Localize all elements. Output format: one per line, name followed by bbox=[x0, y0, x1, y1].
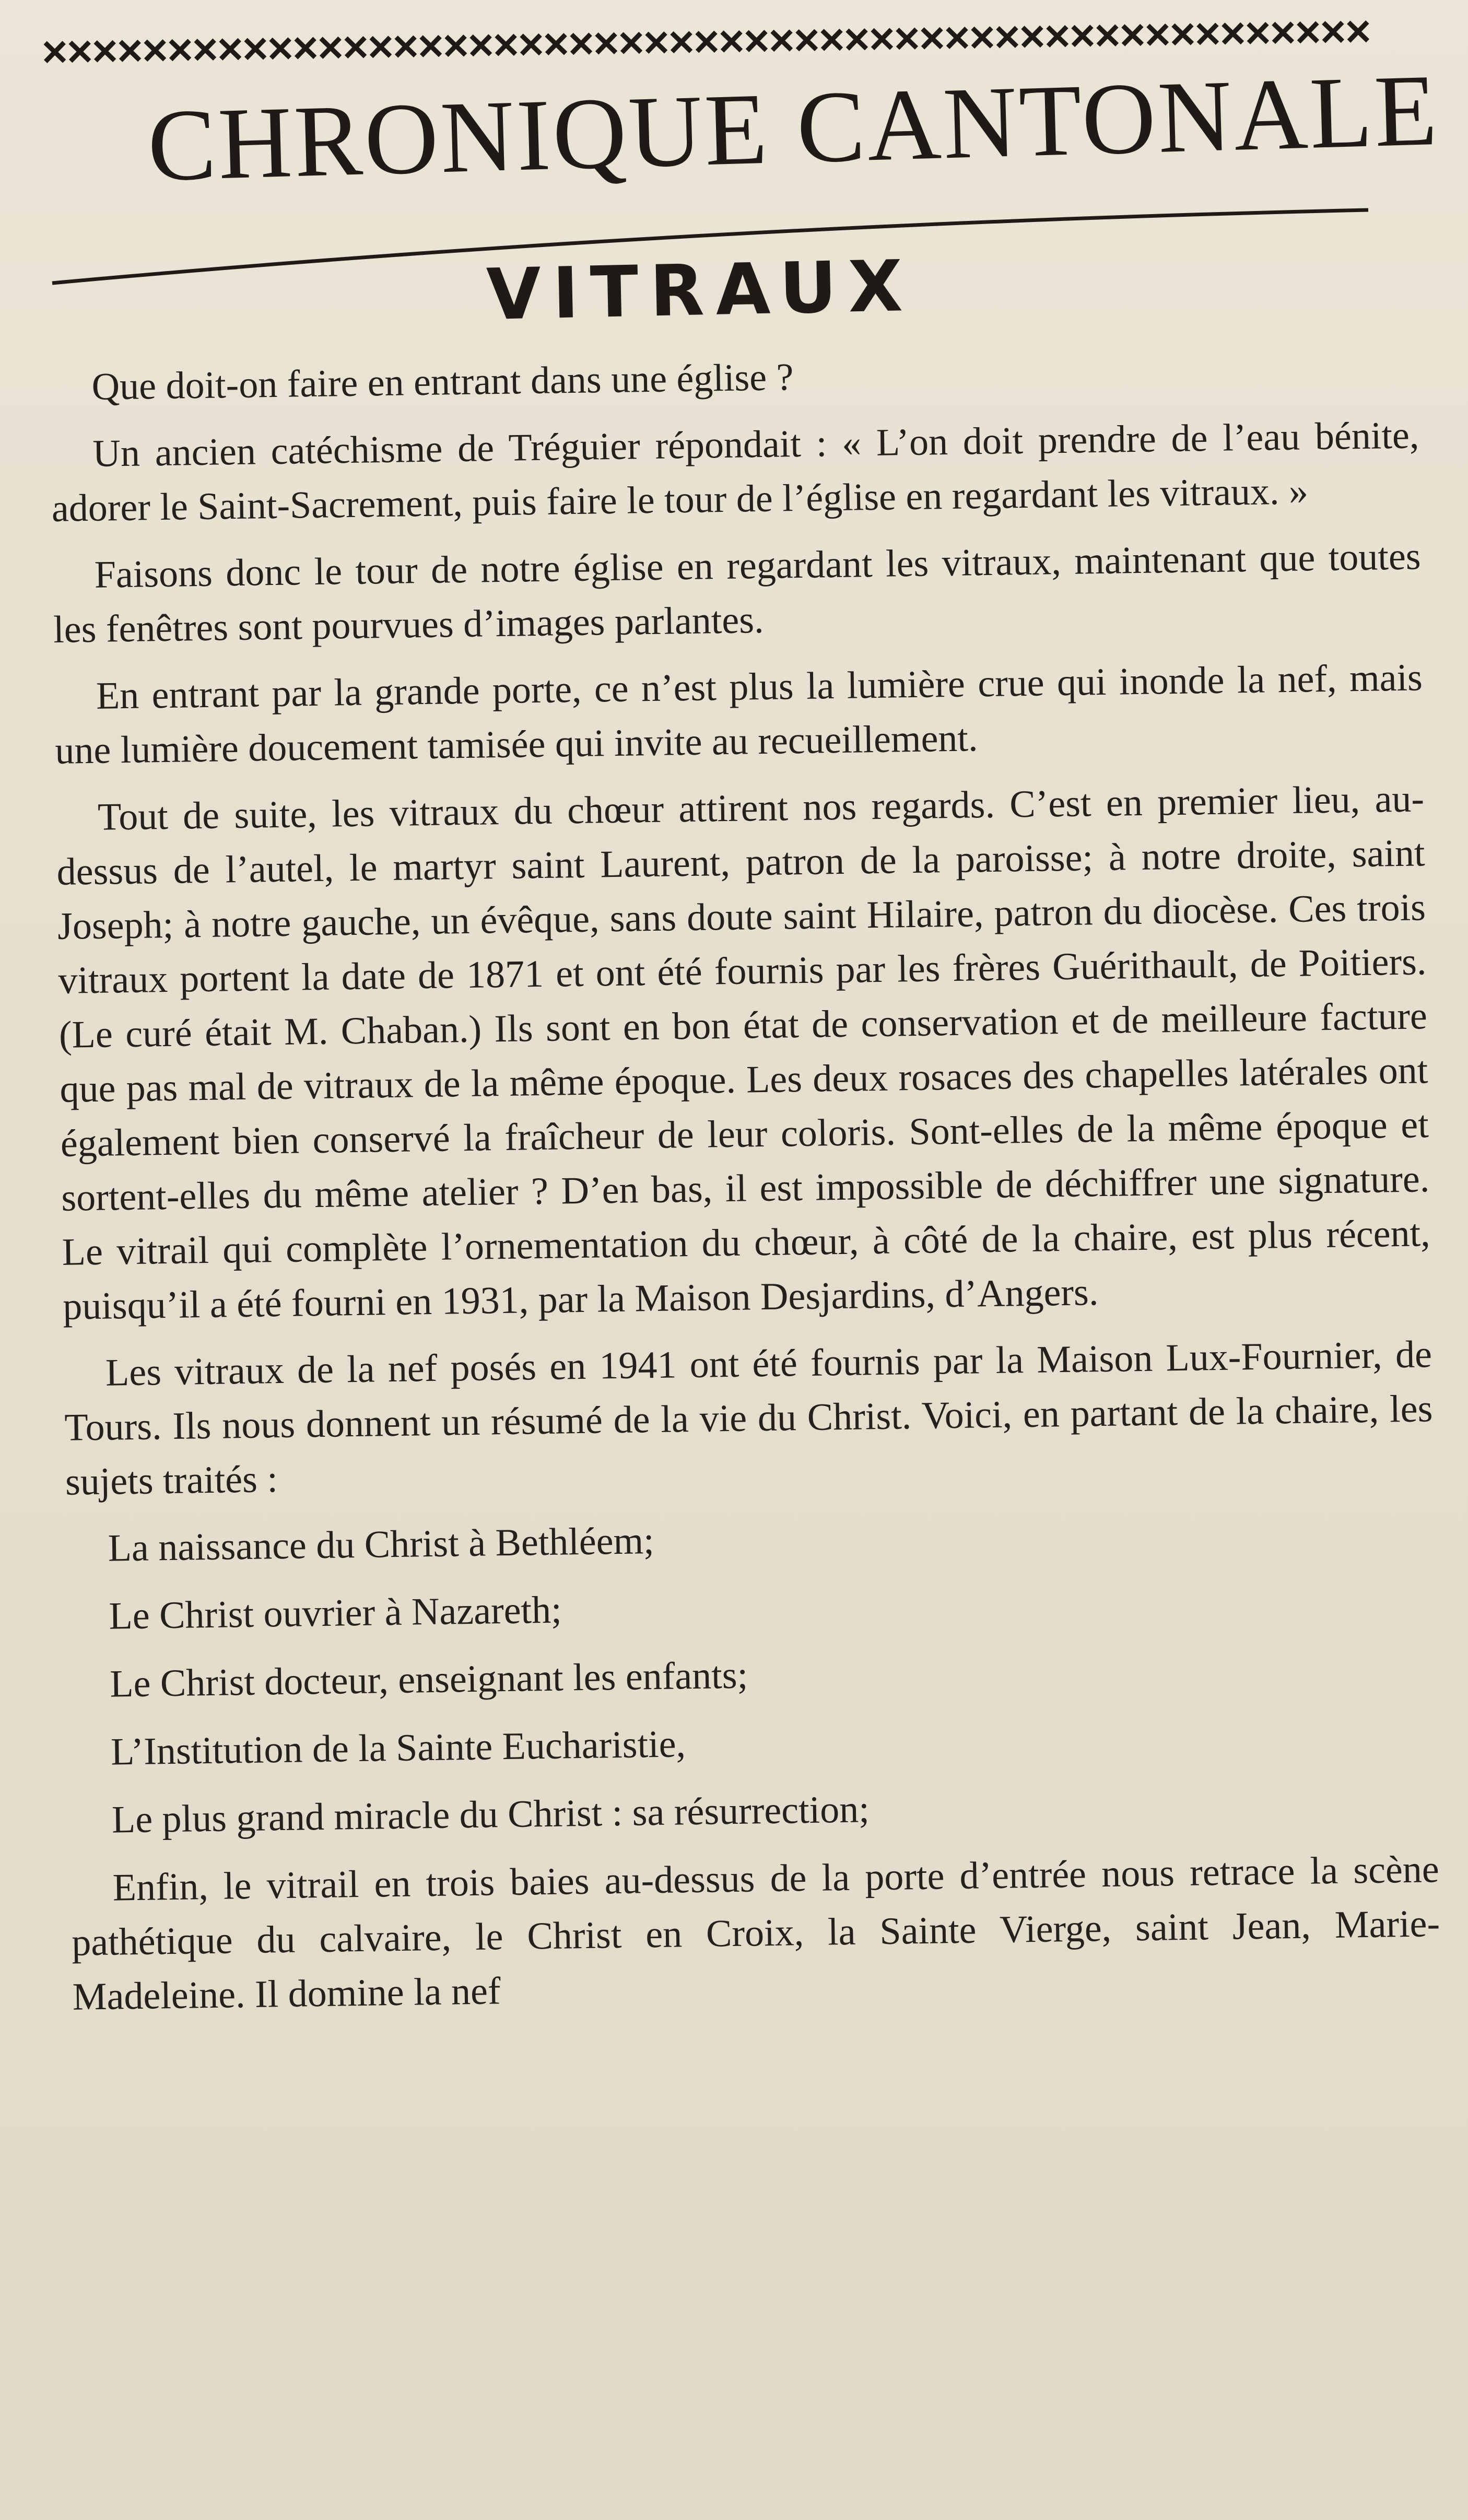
border-x-mark bbox=[171, 41, 190, 60]
list-item: La naissance du Christ à Bethléem; bbox=[108, 1519, 655, 1570]
border-x-mark bbox=[547, 34, 566, 54]
border-x-mark bbox=[1298, 23, 1318, 42]
article-body bbox=[50, 341, 1441, 2024]
border-x-mark bbox=[1098, 26, 1117, 45]
border-x-mark bbox=[1273, 23, 1293, 42]
border-x-mark bbox=[1223, 24, 1242, 43]
paragraph: Enfin, le vitrail en trois baies au-dessus de la porte d’entrée nous retrace la scène pathétique du calvaire, le Christ en Croix, la Sainte Vierge, saint Jean, Marie-Madeleine. Il domine la nef bbox=[71, 1848, 1440, 2019]
border-x-mark bbox=[772, 31, 791, 50]
list-item: Le Christ ouvrier à Nazareth; bbox=[109, 1588, 562, 1638]
border-x-mark bbox=[346, 38, 366, 57]
list-item: Le plus grand miracle du Christ : sa résurrection; bbox=[111, 1788, 870, 1842]
border-x-mark bbox=[196, 40, 215, 60]
border-x-mark bbox=[71, 42, 90, 62]
border-x-mark bbox=[622, 33, 641, 53]
paragraph: Un ancien catéchisme de Tréguier répondait : « L’on doit prendre de l’eau bénite, adorer le Saint-Sacrement, puis faire le tour de l’église en regardant les vitraux. » bbox=[51, 414, 1419, 530]
border-x-mark bbox=[321, 38, 340, 57]
border-x-mark bbox=[722, 32, 741, 51]
subject-list bbox=[66, 1503, 1438, 1848]
paragraph: Que doit-on faire en entrant dans une église ? bbox=[91, 356, 794, 408]
border-x-mark bbox=[472, 36, 491, 55]
border-x-mark bbox=[96, 42, 115, 61]
border-x-mark bbox=[497, 36, 516, 55]
border-x-mark bbox=[522, 35, 541, 54]
border-x-mark bbox=[897, 29, 917, 49]
border-x-mark bbox=[1173, 25, 1192, 44]
border-x-mark bbox=[421, 37, 441, 56]
border-x-mark bbox=[1323, 22, 1343, 42]
border-x-mark bbox=[271, 39, 290, 58]
border-x-mark bbox=[797, 31, 816, 50]
border-x-mark bbox=[597, 34, 616, 53]
list-item: Le Christ docteur, enseignant les enfants; bbox=[109, 1654, 748, 1706]
border-x-mark bbox=[1348, 22, 1368, 41]
border-x-mark bbox=[572, 34, 591, 54]
border-x-mark bbox=[847, 30, 866, 49]
border-x-mark bbox=[371, 38, 391, 57]
border-x-mark bbox=[947, 28, 967, 48]
border-x-mark bbox=[1048, 27, 1067, 46]
border-x-mark bbox=[447, 36, 466, 55]
border-x-mark bbox=[922, 29, 942, 48]
border-x-mark bbox=[822, 30, 841, 50]
border-x-mark bbox=[146, 41, 165, 60]
border-x-mark bbox=[1023, 27, 1042, 46]
border-x-mark bbox=[246, 39, 265, 58]
border-x-mark bbox=[296, 39, 315, 58]
paragraph: Faisons donc le tour de notre église en regardant les vitraux, maintenant que toutes les fenêtres sont pourvues d’images parlantes. bbox=[53, 535, 1422, 651]
border-x-mark bbox=[221, 40, 240, 59]
border-x-mark bbox=[1073, 26, 1092, 45]
border-x-mark bbox=[1148, 25, 1167, 44]
border-x-mark bbox=[45, 42, 65, 62]
border-x-mark bbox=[747, 31, 766, 51]
article-subtitle: VITRAUX bbox=[486, 244, 915, 336]
paragraph: En entrant par la grande porte, ce n’est plus la lumière crue qui inonde la nef, mais une lumière doucement tamisée qui invite au recueillement. bbox=[54, 656, 1423, 772]
border-x-mark bbox=[672, 32, 691, 52]
border-x-mark bbox=[396, 37, 416, 56]
border-x-mark bbox=[972, 28, 992, 47]
border-x-mark bbox=[1248, 24, 1267, 43]
section-title: CHRONIQUE CANTONALE bbox=[146, 53, 1441, 203]
border-x-mark bbox=[121, 41, 140, 61]
border-x-mark bbox=[1123, 26, 1142, 45]
border-x-mark bbox=[1198, 25, 1217, 44]
border-x-mark bbox=[697, 32, 717, 52]
border-x-mark bbox=[647, 33, 666, 52]
border-x-mark bbox=[997, 28, 1017, 47]
list-item: L’Institution de la Sainte Eucharistie, bbox=[110, 1722, 686, 1774]
paragraph: Tout de suite, les vitraux du chœur attirent nos regards. C’est en premier lieu, au-dessus de l’autel, le martyr saint Laurent, patron de la paroisse; à notre droite, saint Joseph; à notre gauche, un évêque, sans doute saint Hilaire, patron du diocèse. Ces trois vitraux portent la date de 1871 et ont été fournis par les frères Guérithault, de Poitiers. (Le curé était M. Chaban.) Ils sont en bon état de conservation et de meilleure facture que pas mal de vitraux de la même époque. Les deux rosaces des chapelles latérales ont également bien conservé la fraîcheur de leur coloris. Sont-elles de la même époque et sortent-elles du même atelier ? D’en bas, il est impossible de déchiffrer une signature. Le vitrail qui complète l’ornementation du chœur, à côté de la chaire, est plus récent, puisqu’il a été fourni en 1931, par la Maison Desjardins, d’Angers. bbox=[56, 777, 1431, 1328]
paragraph: Les vitraux de la nef posés en 1941 ont été fournis par la Maison Lux-Fournier, de Tours. Ils nous donnent un résumé de la vie du Christ. Voici, en partant de la chaire, les sujets traités : bbox=[64, 1333, 1433, 1504]
border-x-mark bbox=[872, 29, 891, 49]
